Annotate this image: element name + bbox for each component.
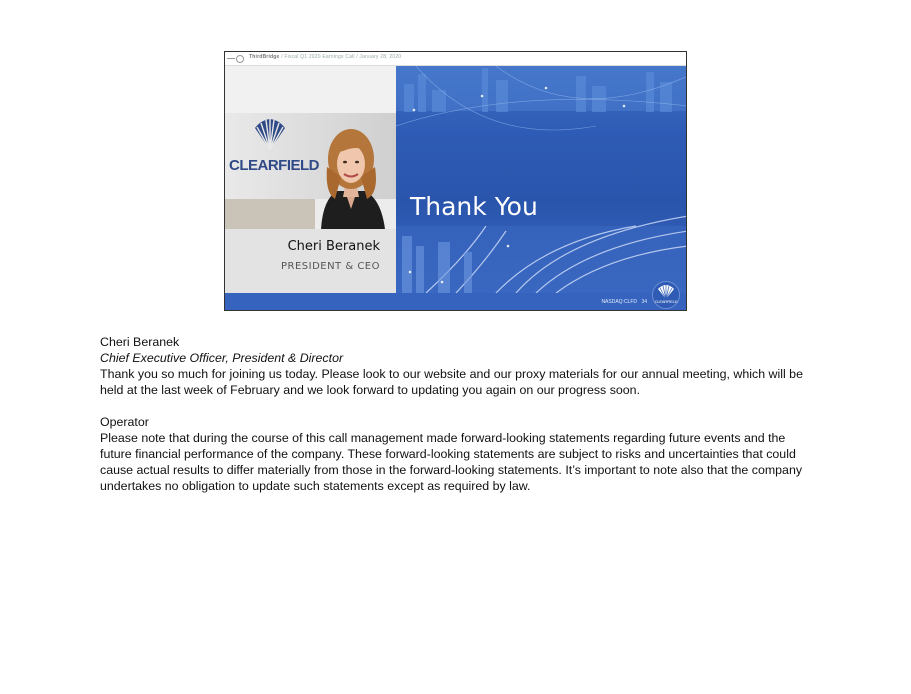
- presenter-portrait-icon: [313, 117, 388, 229]
- header-line-decoration: [227, 58, 235, 59]
- left-top-panel: [225, 66, 396, 113]
- transcript-entry: [100, 414, 820, 494]
- ticker-symbol: NASDAQ:CLFD: [601, 299, 637, 305]
- presenter-role: PRESIDENT & CEO: [280, 261, 380, 272]
- thank-you-heading: Thank You: [410, 192, 538, 221]
- speaker-text: Please note that during the course of this call management made forward-looking statements regarding future events and the future financial performance of the company. These forward-looking statements are subject to risks and uncertainties that could cause actual results to differ materially from those in the forward-looking statements. It’s important to note also that the company undertakes no obligation to update such statements except as required by law.: [100, 431, 803, 493]
- speaker-text: Thank you so much for joining us today. Please look to our website and our proxy materials for our annual meeting, which will be held at the last week of February and we look forward to updating you again on our progress soon.: [100, 367, 803, 397]
- speaker-title: Chief Executive Officer, President & Director: [100, 351, 344, 365]
- thirdbridge-logo-icon: [236, 55, 244, 63]
- header-brand: ThirdBridge: [249, 54, 280, 60]
- clearfield-badge-icon: [652, 281, 680, 309]
- presenter-photo: [225, 113, 396, 229]
- slide-header-bar: [225, 52, 686, 66]
- city-highway-background: [396, 66, 687, 293]
- speaker-name: Cheri Beranek: [100, 335, 180, 349]
- city-skyline-graphic: [396, 66, 687, 293]
- transcript: [100, 334, 820, 494]
- clearfield-logo-text: CLEARFIELD: [229, 157, 319, 174]
- photo-desk: [225, 199, 315, 229]
- slide-page-number: 34: [641, 299, 647, 305]
- speaker-name: Operator: [100, 415, 149, 429]
- slide-image: [224, 51, 687, 311]
- badge-text: CLEARFIELD: [654, 299, 678, 304]
- presenter-name-panel: [225, 229, 396, 293]
- entry-spacer: [100, 398, 820, 414]
- slide-header-text: [249, 54, 401, 60]
- presenter-name: Cheri Beranek: [287, 239, 380, 254]
- clearfield-shell-icon: [251, 118, 289, 152]
- transcript-entry: [100, 334, 820, 398]
- badge-shell-icon: [653, 284, 679, 300]
- slide-footer-band: [225, 293, 686, 311]
- header-event: / Fiscal Q1 2020 Earnings Call / January 28, 2020: [279, 54, 402, 60]
